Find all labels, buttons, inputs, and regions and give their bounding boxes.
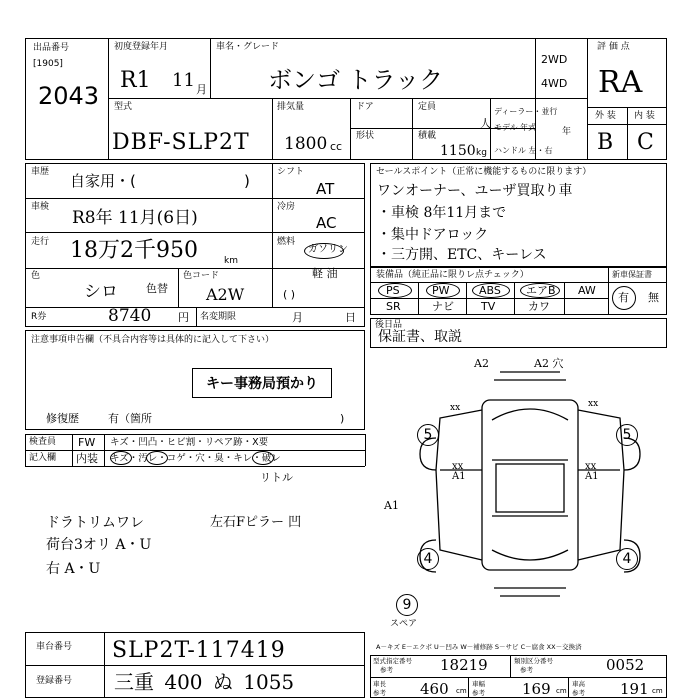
recycle-value: 8740 [108,306,152,326]
lot-sub: [1905] [33,59,63,69]
equipment-label: 装備品（純正品に限りレ点チェック） [376,270,529,280]
int-value: C [637,130,654,155]
ac-label: 冷房 [277,202,296,212]
inspector-label: 記入欄 [29,453,57,463]
inspector-row-tag: FW [78,436,96,449]
model-value: DBF-SLP2T [112,130,250,155]
car-name: ボンゴ トラック [268,66,444,94]
inspector-under-note: リトル [260,471,293,484]
width-unit: cm [556,687,567,695]
drive-4wd: 4WD [541,77,568,90]
lot-number: 2043 [38,82,100,110]
tire-tread [616,548,638,570]
tire-tread-value: 5 [423,427,433,443]
expire-month: 月 [292,311,303,324]
reg-month-unit: 月 [196,83,207,96]
width-label: 車幅 [472,680,485,688]
disp-value: 1800 [284,134,328,154]
load-value: 1150 [440,143,476,159]
tire-tread [616,424,638,446]
ext-value: B [597,130,614,155]
shift-value: AT [316,180,335,198]
width-value: 169 [522,680,551,698]
int-label: 内 装 [634,111,655,121]
equip-item: エアB [526,284,556,297]
length-ref: 参考 [373,689,386,697]
model-label: 型式 [114,102,133,112]
warranty-label: 新車保証書 [612,270,652,279]
inspect-label: 車検 [31,202,50,212]
mileage-label: 走行 [31,237,50,247]
model-year-unit: 年 [562,127,572,137]
equip-item: PW [432,284,450,297]
equip-item: ABS [479,284,501,297]
equip-item: ナビ [432,300,454,313]
selling-point-line: ・集中ドアロック [377,227,489,243]
reg-year: R1 [120,68,151,93]
tire-tread [417,548,439,570]
tire-tread-value: 4 [622,551,632,567]
reg-month: 11 [172,70,195,91]
cap-label: 定員 [418,102,437,112]
notes-label: 注意事項申告欄（不具合内容等は具体的に記入して下さい） [31,335,275,345]
equip-item: AW [578,284,596,297]
handwritten-note: ドラトリムワレ [46,515,144,531]
disp-label: 排気量 [277,102,305,112]
repair-label: 修復歴 [46,412,79,425]
post-label: 後日品 [375,320,403,330]
dealer-label: ディーラー・並行 [494,107,558,116]
expire-day: 日 [345,311,356,324]
fuel-paren: ( ) [283,288,296,301]
shape-label: 形状 [356,131,375,141]
chassis-value: SLP2T-117419 [112,638,286,663]
car-diagram [400,357,670,610]
history-value: 自家用・( [70,172,136,190]
fuel-value: ガソリン [308,244,348,255]
post-value: 保証書、取説 [378,329,462,345]
cert-value: 18219 [440,656,488,674]
height-ref: 参考 [572,689,585,697]
name-label: 車名・グレード [216,42,280,52]
selling-point-line: ・三方開、ETC、キーレス [377,247,547,263]
selling-points-label: セールスポイント（正常に機能するものに限ります） [376,167,592,177]
damage-mark: xx [450,403,461,413]
class-label: 類別区分番号 [514,657,553,665]
cert-ref: 参考 [380,666,393,674]
history-label: 車歴 [31,167,50,177]
recycle-unit: 円 [178,311,189,324]
inspector-row-text: キズ・汚レ・コゲ・穴・臭・キレ・破レ [110,453,281,464]
inspector-label: 検査員 [29,437,57,447]
inspector-row-text: キズ・凹凸・ヒビ割・リペア跡・X要 [110,437,269,448]
damage-mark: A2 穴 [534,357,564,370]
selling-point-line: ワンオーナー、ユーザ買取り車 [377,183,573,199]
grade-value: RA [598,65,643,100]
color-code-value: A2W [206,285,245,304]
ext-label: 外 装 [595,111,616,121]
color-value: シロ [84,282,118,302]
reg-label: 初度登録年月 [114,42,169,52]
equip-item: カワ [528,300,550,313]
inspector-row-tag: 内装 [76,452,98,465]
fuel-alt: 軽 油 [312,267,338,280]
reg-number-label: 登録番号 [36,676,73,686]
equip-item: SR [386,300,401,313]
repair-close: ) [340,412,345,425]
damage-mark: A2 [474,357,489,370]
height-label: 車高 [572,680,585,688]
cap-unit: 人 [480,117,491,130]
length-unit: cm [456,687,467,695]
width-ref: 参考 [472,689,485,697]
spare-tire [396,594,418,616]
disp-unit: cc [330,140,343,153]
chassis-label: 車台番号 [36,642,73,652]
grade-label: 評 価 点 [597,42,630,52]
handwritten-note: 左石Fピラー 凹 [210,515,302,530]
damage-mark: xx A1 [585,461,599,482]
damage-mark: A1 [384,499,399,512]
selling-point-line: ・車検 8年11月まで [377,205,507,221]
class-ref: 参考 [520,666,533,674]
repair-value: 有（箇所 [108,412,152,425]
cert-label: 型式指定番号 [373,657,412,665]
spare-value: 9 [402,597,412,613]
history-close: ) [244,172,250,190]
handwritten-note: 右 A・U [46,561,101,577]
ac-value: AC [316,214,337,232]
reg-number-value: 三重 400 ぬ 1055 [114,670,295,694]
damage-mark: xx [588,399,599,409]
color-code-label: 色コード [183,271,220,281]
equip-item: PS [386,284,400,297]
load-label: 積載 [418,131,437,141]
class-value: 0052 [606,656,645,674]
lot-label: 出品番号 [33,43,70,53]
warranty-no: 無 [648,291,659,304]
expire-label: 名変期限 [200,312,237,322]
tire-tread-value: 5 [622,427,632,443]
mileage-unit: km [224,256,238,266]
handwritten-note: 荷台3オリ A・U [46,537,152,553]
door-label: ドア [356,102,374,112]
tire-tread-value: 4 [423,551,433,567]
damage-mark: xx A1 [452,461,466,482]
height-unit: cm [652,687,663,695]
inspect-value: R8年 11月(6日) [72,208,198,228]
length-label: 車長 [373,680,386,688]
handle-label: ハンドル 左・右 [494,146,553,155]
recycle-label: R券 [31,312,47,322]
tire-tread [417,424,439,446]
repaint-label: 色替 [146,282,168,295]
mileage-value: 18万2千950 [70,238,198,263]
spare-label: スペア [390,619,418,629]
drive-2wd: 2WD [541,53,568,66]
model-year-label: モデル 年式 [494,123,537,132]
color-label: 色 [31,271,41,281]
length-value: 460 [420,680,449,698]
legend-text: A－キズ E－エクボ U－凹み W－補修跡 S－サビ C－腐食 XX－交換済 [376,643,582,651]
equip-item: TV [481,300,496,313]
fuel-label: 燃料 [277,237,296,247]
load-unit: kg [476,148,487,158]
key-stamp [192,368,332,398]
height-value: 191 [620,680,649,698]
warranty-yes: 有 [618,291,629,304]
shift-label: シフト [277,167,305,177]
key-stamp-text: キー事務局預かり [206,376,318,392]
